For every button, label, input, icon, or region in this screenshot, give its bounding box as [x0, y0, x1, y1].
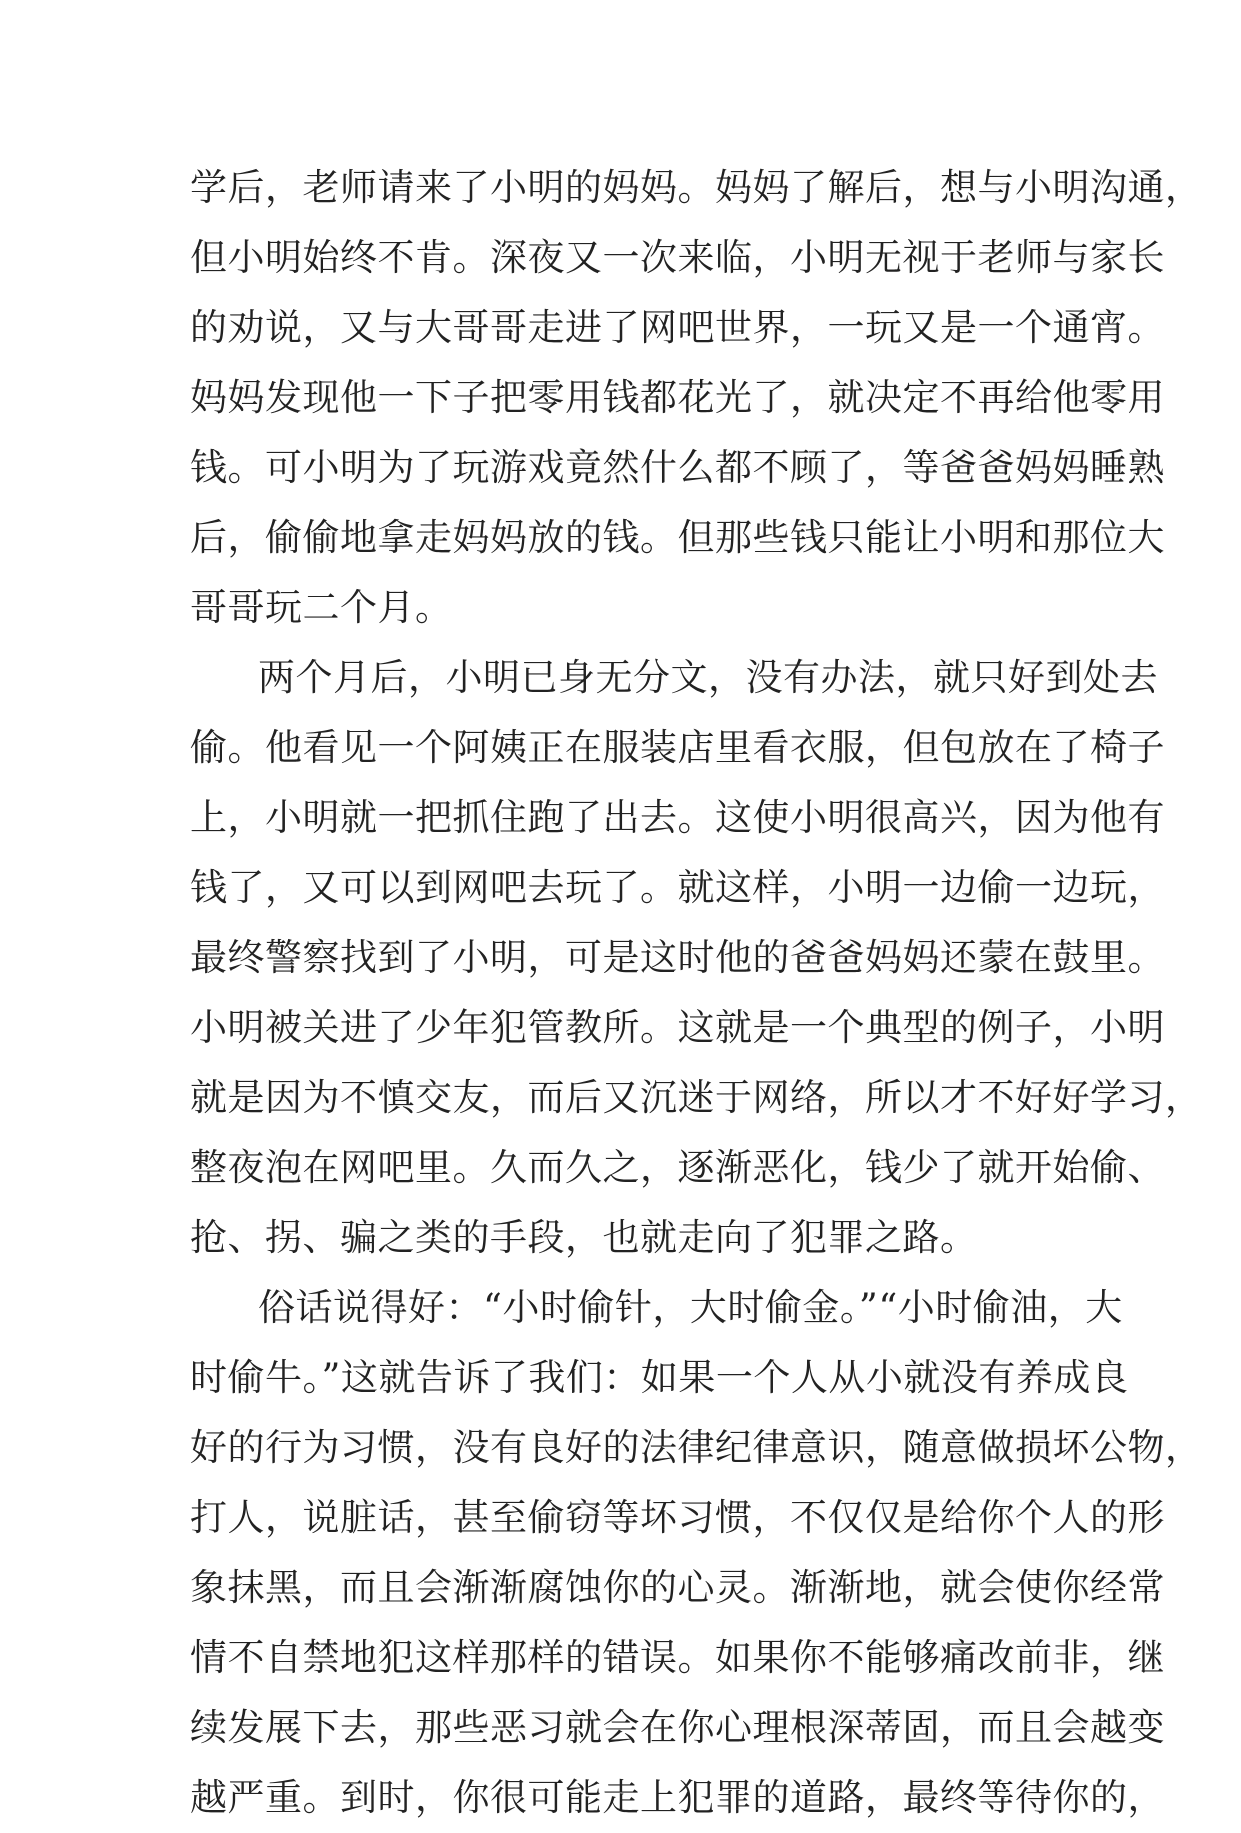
text-line: 象抹黑，而且会渐渐腐蚀你的心灵。渐渐地，就会使你经常: [190, 1566, 1165, 1609]
text-line: 钱了，又可以到网吧去玩了。就这样，小明一边偷一边玩，: [190, 866, 1165, 909]
text-line: 就是因为不慎交友，而后又沉迷于网络，所以才不好好学习，: [190, 1076, 1203, 1119]
text-line: 后，偷偷地拿走妈妈放的钱。但那些钱只能让小明和那位大: [190, 516, 1165, 559]
text-line: 最终警察找到了小明，可是这时他的爸爸妈妈还蒙在鼓里。: [190, 936, 1165, 979]
text-line: 抢、拐、骗之类的手段，也就走向了犯罪之路。: [190, 1216, 978, 1259]
paragraph-first-line: 俗话说得好：“小时偷针，大时偷金。”“小时偷油，大: [258, 1286, 1123, 1329]
text-line: 但小明始终不肯。深夜又一次来临，小明无视于老师与家长: [190, 236, 1165, 279]
text-line: 打人，说脏话，甚至偷窃等坏习惯，不仅仅是给你个人的形: [190, 1496, 1165, 1539]
text-line: 越严重。到时，你很可能走上犯罪的道路，最终等待你的，: [190, 1776, 1165, 1819]
text-line: 偷。他看见一个阿姨正在服装店里看衣服，但包放在了椅子: [190, 726, 1165, 769]
text-line: 上，小明就一把抓住跑了出去。这使小明很高兴，因为他有: [190, 796, 1165, 839]
text-line: 整夜泡在网吧里。久而久之，逐渐恶化，钱少了就开始偷、: [190, 1146, 1165, 1189]
text-line: 续发展下去，那些恶习就会在你心理根深蒂固，而且会越变: [190, 1706, 1165, 1749]
text-line: 好的行为习惯，没有良好的法律纪律意识，随意做损坏公物，: [190, 1426, 1203, 1469]
text-line: 小明被关进了少年犯管教所。这就是一个典型的例子，小明: [190, 1006, 1165, 1049]
paragraph-first-line: 两个月后，小明已身无分文，没有办法，就只好到处去: [258, 656, 1158, 699]
document-body: [190, 153, 1203, 1833]
text-line: 钱。可小明为了玩游戏竟然什么都不顾了，等爸爸妈妈睡熟: [190, 446, 1165, 489]
text-line: 时偷牛。”这就告诉了我们：如果一个人从小就没有养成良: [190, 1356, 1129, 1399]
text-line: 哥哥玩二个月。: [190, 586, 453, 629]
text-line: 情不自禁地犯这样那样的错误。如果你不能够痛改前非，继: [190, 1636, 1165, 1679]
text-line: 学后，老师请来了小明的妈妈。妈妈了解后，想与小明沟通，: [190, 166, 1203, 209]
text-line: 的劝说，又与大哥哥走进了网吧世界，一玩又是一个通宵。: [190, 306, 1165, 349]
text-line: 妈妈发现他一下子把零用钱都花光了，就决定不再给他零用: [190, 376, 1165, 419]
